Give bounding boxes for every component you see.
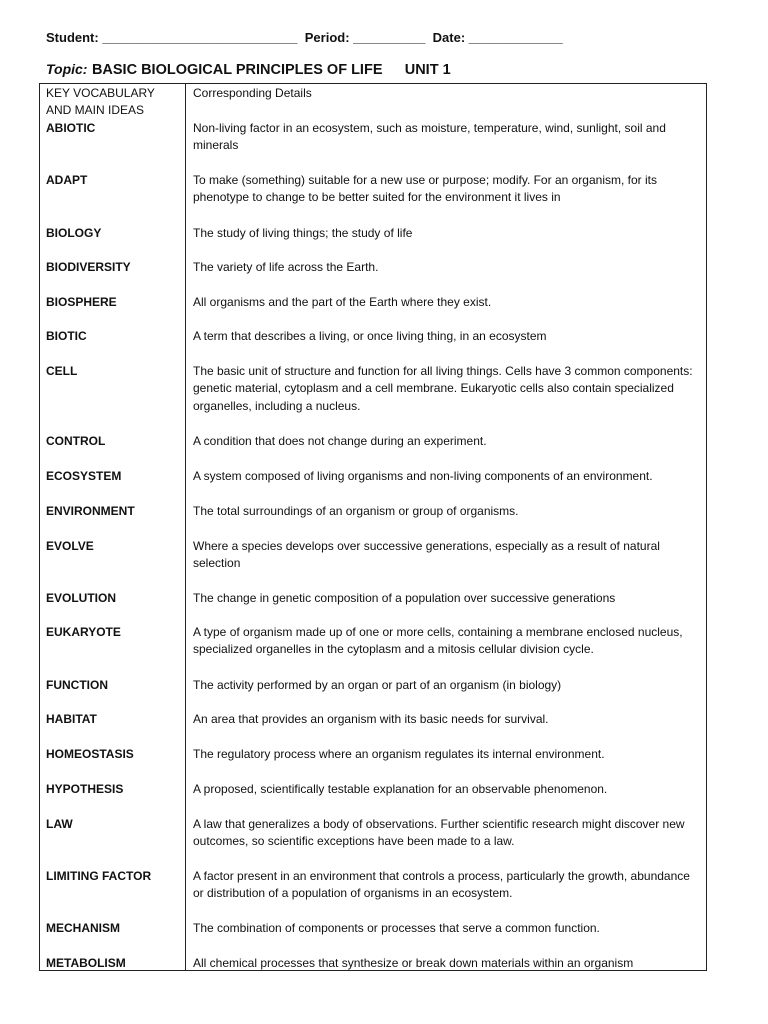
definition-cell: To make (something) suitable for a new use or purpose; modify. For an organism, for its phenotype to change to be better suited for the environment it lives in — [193, 173, 657, 205]
topic-heading — [46, 61, 451, 79]
term-cell: CELL — [46, 364, 78, 378]
column-header-details: Corresponding Details — [193, 86, 312, 100]
definition-cell: The change in genetic composition of a population over successive generations — [193, 591, 616, 605]
term-cell: ECOSYSTEM — [46, 469, 122, 483]
definition-cell: A proposed, scientifically testable explanation for an observable phenomenon. — [193, 782, 608, 796]
definition-cell: A condition that does not change during an experiment. — [193, 434, 487, 448]
unit-label: UNIT 1 — [404, 62, 451, 78]
term-cell: ADAPT — [46, 173, 88, 187]
definition-cell: The activity performed by an organ or part of an organism (in biology) — [193, 678, 562, 692]
definition-cell: Non-living factor in an ecosystem, such as moisture, temperature, wind, sunlight, soil and minerals — [193, 121, 666, 153]
definition-cell: The regulatory process where an organism regulates its internal environment. — [193, 747, 605, 761]
definition-cell: A system composed of living organisms and non-living components of an environment. — [193, 469, 653, 483]
definition-cell: The variety of life across the Earth. — [193, 260, 379, 274]
term-cell: LIMITING FACTOR — [46, 869, 152, 883]
definition-cell: All chemical processes that synthesize or break down materials within an organism — [193, 956, 634, 970]
term-cell: ENVIRONMENT — [46, 504, 135, 518]
definition-cell: A factor present in an environment that controls a process, particularly the growth, abundance or distribution of a population of organisms in an ecosystem. — [193, 869, 690, 901]
term-cell: EVOLUTION — [46, 591, 117, 605]
definition-cell: A type of organism made up of one or more cells, containing a membrane enclosed nucleus, specialized organelles in the cytoplasm and a mitosis cellular division cycle. — [193, 625, 683, 657]
definition-cell: The basic unit of structure and function for all living things. Cells have 3 common components: genetic material, cytoplasm and a cell membrane. Eukaryotic cells also contain specialized organelles, including a nucleus. — [193, 364, 693, 413]
definition-cell: A term that describes a living, or once living thing, in an ecosystem — [193, 329, 547, 343]
column-header-vocabulary: KEY VOCABULARY AND MAIN IDEAS — [46, 86, 155, 117]
definition-cell: All organisms and the part of the Earth where they exist. — [193, 295, 492, 309]
definition-cell: The combination of components or processes that serve a common function. — [193, 921, 600, 935]
definition-cell: An area that provides an organism with its basic needs for survival. — [193, 712, 549, 726]
topic-title: BASIC BIOLOGICAL PRINCIPLES OF LIFE — [91, 62, 383, 78]
term-cell: FUNCTION — [46, 678, 108, 692]
column-divider — [185, 84, 186, 970]
term-cell: LAW — [46, 817, 73, 831]
term-cell: CONTROL — [46, 434, 106, 448]
term-cell: EVOLVE — [46, 539, 94, 553]
term-cell: BIODIVERSITY — [46, 260, 131, 274]
term-cell: HOMEOSTASIS — [46, 747, 134, 761]
term-cell: HABITAT — [46, 712, 97, 726]
definition-cell: A law that generalizes a body of observations. Further scientific research might discover new outcomes, so scientific exceptions have been made to a law. — [193, 817, 685, 849]
vocabulary-table — [39, 83, 707, 971]
definition-cell: The study of living things; the study of life — [193, 226, 413, 240]
term-cell: BIOSPHERE — [46, 295, 117, 309]
term-cell: BIOTIC — [46, 329, 87, 343]
term-cell: EUKARYOTE — [46, 625, 121, 639]
term-cell: MECHANISM — [46, 921, 120, 935]
term-cell: HYPOTHESIS — [46, 782, 124, 796]
term-cell: METABOLISM — [46, 956, 126, 970]
term-cell: BIOLOGY — [46, 226, 102, 240]
definition-cell: The total surroundings of an organism or group of organisms. — [193, 504, 519, 518]
definition-cell: Where a species develops over successive generations, especially as a result of natural selection — [193, 539, 660, 571]
student-period-date-line: Student: ___________________________ Period: __________ Date: _____________ — [46, 30, 563, 45]
term-cell: ABIOTIC — [46, 121, 96, 135]
topic-label: Topic: — [46, 61, 88, 77]
